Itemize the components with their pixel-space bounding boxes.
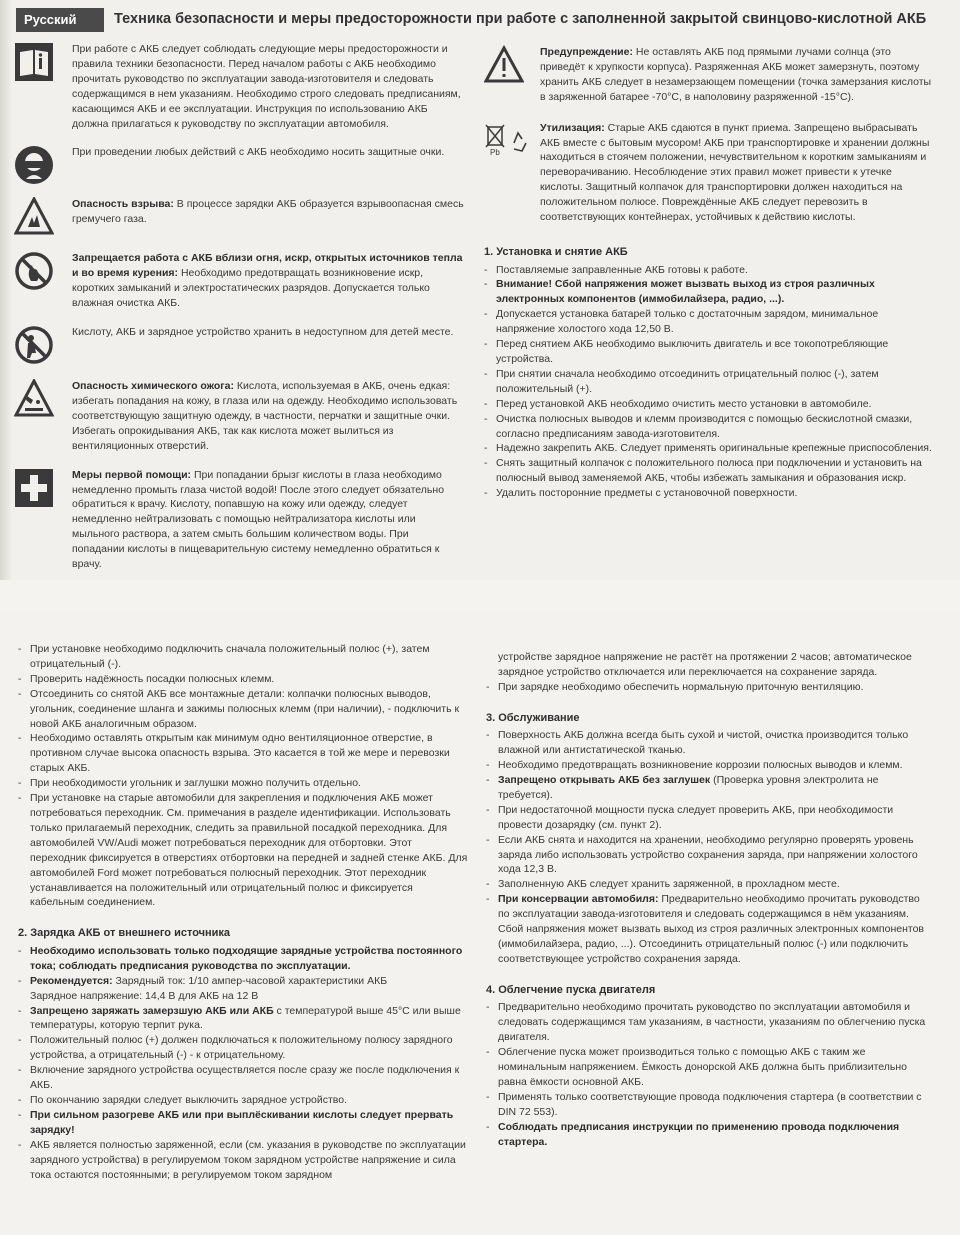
list-item: - Допускается установка батарей только с достаточным зарядом, минимальное напряжение холостого хода 12,50 В. <box>484 307 934 337</box>
section-4-list <box>486 1000 928 1149</box>
recycle-icon <box>484 121 534 161</box>
list-item: - При недостаточной мощности пуска следует проверить АКБ, при необходимости провести дозарядку (см. пункт 2). <box>486 803 928 833</box>
section-1-list <box>484 263 934 502</box>
list-item: - Запрещено открывать АКБ без заглушек (Проверка уровня электролита не требуется). <box>486 773 928 803</box>
explosion-text: В процессе зарядки АКБ образуется взрывоопасная смесь гремучего газа. <box>72 198 464 226</box>
recycle-block <box>484 121 934 225</box>
recycle-title: Утилизация: <box>540 121 605 134</box>
list-item: - Проверить надёжность посадки полюсных клемм. <box>18 672 468 687</box>
top-page <box>0 0 960 580</box>
page-title: Техника безопасности и меры предосторожности при работе с заполненной закрытой свинцово-кислотной АКБ <box>114 11 927 27</box>
manual-text: При работе с АКБ следует соблюдать следующие меры предосторожности и правила техники безопасности. Перед началом работы с АКБ необходимо прочитать руководство по эксплуатации завода-изготовителя и следовать содержащимся в нем указаниям. Необходимо строго следовать предписаниям, касающимся АКБ и ее эксплуатации. Инструкция по использованию АКБ должна прилагаться к руководству по эксплуатации автомобиля. <box>72 43 461 130</box>
section-2-list <box>18 944 468 1183</box>
pb-label: Pb <box>490 147 500 157</box>
bottom-page <box>0 612 960 1235</box>
list-item: - Применять только соответствующие провода подключения стартера (в соответствии с DIN 72 553). <box>486 1090 928 1120</box>
firstaid-title: Меры первой помощи: <box>72 468 192 481</box>
warning-text: Не оставлять АКБ под прямыми лучами солнца (это приведёт к хрупкости корпуса). Разряженная АКБ может замерзнуть, поэтому хранить АКБ следует в незамерзающем помещении (точка замерзания кислоты в заряженной батарее -70°C, в наполовину разряженной -15°C). <box>540 46 932 103</box>
section-3-title: 3. Обслуживание <box>486 711 580 724</box>
list-item: - Перед снятием АКБ необходимо выключить двигатель и все токопотребляющие устройства. <box>484 337 934 367</box>
list-item: - При зарядке необходимо обеспечить нормальную приточную вентиляцию. <box>486 680 928 695</box>
list-item: - Необходимо использовать только подходящие зарядные устройства постоянного тока; соблюдать предписания руководства по эксплуатации. <box>18 944 468 974</box>
firstaid-text: При попадании брызг кислоты в глаза необходимо немедленно промыть глаза чистой водой! После этого следует обязательно обратиться к врачу. Кислоту, попавшую на кожу или одежду, следует немедленно нейтрализовать с помощью нейтрализатора кислоты или мыльного раствора, а затем смыть большим количеством воды. При попадании кислоты в пищеварительную систему немедленно обратиться к врачу. <box>72 468 445 571</box>
acid-block <box>14 379 464 454</box>
explosion-warning-icon <box>14 197 54 237</box>
list-item: - Перед установкой АКБ необходимо очистить место установки в автомобиле. <box>484 397 934 412</box>
children-text: Кислоту, АКБ и зарядное устройство хранить в недоступном для детей месте. <box>72 326 454 339</box>
goggles-block <box>14 145 464 185</box>
list-item: - По окончанию зарядки следует выключить зарядное устройство. <box>18 1093 468 1108</box>
warning-icon <box>484 45 524 85</box>
list-item: - Внимание! Сбой напряжения может вызвать выход из строя различных электронных компонентов (иммобилайзера, радио, ...). <box>484 277 934 307</box>
acid-title: Опасность химического ожога: <box>72 380 234 393</box>
list-item: - При сильном разогреве АКБ или при выплёскивании кислоты следует прервать зарядку! <box>18 1108 468 1138</box>
list-item: - При необходимости угольник и заглушки можно получить отдельно. <box>18 776 468 791</box>
firstaid-block <box>14 468 464 572</box>
section-2-title: 2. Зарядка АКБ от внешнего источника <box>18 927 231 940</box>
list-item: - Удалить посторонние предметы с установочной поверхности. <box>484 486 934 501</box>
list-item: - Надежно закрепить АКБ. Следует применять оригинальные крепежные приспособления. <box>484 441 934 456</box>
list-item: - Поставляемые заправленные АКБ готовы к работе. <box>484 263 934 278</box>
section-4-title: 4. Облегчение пуска двигателя <box>486 983 656 996</box>
left-column <box>14 42 464 586</box>
section-1-title: 1. Установка и снятие АКБ <box>484 245 628 258</box>
fire-text: Необходимо предотвращать возникновение искр, коротких замыканий и электростатических разрядов. Допускается только влажная очистка АКБ. <box>72 267 430 310</box>
recycle-text: Старые АКБ сдаются в пункт приема. Запрещено выбрасывать АКБ вместе с бытовым мусором! АКБ при транспортировке и хранении должны находиться в стоячем положении, нечувствительном к коротким замыканиям и переворачиванию. Несоблюдение этих правил может привести к утечке кислоты. Защитный колпачок для транспортировки должен находиться на положительном полюсе. Повреждённые АКБ следует перевозить в соответствующих контейнерах, устойчивых к действию кислоты. <box>540 121 930 224</box>
list-item: - Включение зарядного устройства осуществляется после сразу же после подключения к АКБ. <box>18 1063 468 1093</box>
bottom-right-column <box>486 650 928 1150</box>
list-item: - Необходимо предотвращать возникновение коррозии полюсных выводов и клемм. <box>486 758 928 773</box>
manual-block <box>14 42 464 131</box>
section-3-list <box>486 728 928 967</box>
list-item: - При консервации автомобиля: Предварительно необходимо прочитать руководство по эксплуатации завода-изготовителя и следовать содержащимся в нём указаниям. Сбой напряжения может вызвать выход из строя различных электронных компонентов (иммобилайзера, радио, ...). Отсоединить отрицательный полюс (-) или подключить соответствующее устройство сохранения заряда. <box>486 892 928 967</box>
explosion-block <box>14 197 464 237</box>
language-label: Русский <box>16 8 104 32</box>
list-item: - Соблюдать предписания инструкции по применению провода подключения стартера. <box>486 1120 928 1150</box>
acid-warning-icon <box>14 379 54 419</box>
list-item: - Необходимо оставлять открытым как минимум одно вентиляционное отверстие, в противном случае высока опасность взрыва. Это касается в той же мере и перевозки старых АКБ. <box>18 731 468 776</box>
list-item: - Поверхность АКБ должна всегда быть сухой и чистой, очистка производится только влажной или антистатической тканью. <box>486 728 928 758</box>
warning-title: Предупреждение: <box>540 46 633 58</box>
right-column <box>484 45 934 501</box>
no-fire-icon <box>14 251 54 291</box>
list-item: - Положительный полюс (+) должен подключаться к положительному полюсу зарядного устройства, а отрицательный (-) - к отрицательному. <box>18 1033 468 1063</box>
list-item: - Облегчение пуска может производиться только с помощью АКБ с таким же номинальным напряжением. Ёмкость донорской АКБ должна быть приблизительно равна ёмкости основной АКБ. <box>486 1045 928 1090</box>
warning-block <box>484 45 934 105</box>
install-list <box>18 642 468 910</box>
list-item: - Очистка полюсных выводов и клемм производится с помощью бескислотной смазки, согласно предписаниям завода-изготовителя. <box>484 412 934 442</box>
list-item: - При установке необходимо подключить сначала положительный полюс (+), затем отрицательный (-). <box>18 642 468 672</box>
bottom-left-column <box>18 642 468 1182</box>
goggles-icon <box>14 145 54 185</box>
list-item: - Отсоединить со снятой АКБ все монтажные детали: колпачки полюсных выводов, угольник, соединение шланга и зажимы полюсных клемм (при наличии), - подключить к новой АКБ аналогичным образом. <box>18 687 468 732</box>
continued-text: устройстве зарядное напряжение не растёт на протяжении 2 часов; автоматическое зарядное устройство отключается или переключается на сохранение заряда. <box>498 651 912 678</box>
goggles-text: При проведении любых действий с АКБ необходимо носить защитные очки. <box>72 146 445 159</box>
list-item: - АКБ является полностью заряженной, если (см. указания в руководстве по эксплуатации зарядного устройства) в регулируемом током зарядном устройстве напряжение и сила тока остаются постоянными; в регулируемом током зарядном <box>18 1138 468 1183</box>
explosion-title: Опасность взрыва: <box>72 198 174 211</box>
first-aid-icon <box>14 468 54 508</box>
list-item: - При снятии сначала необходимо отсоединить отрицательный полюс (-), затем положительный (+). <box>484 367 934 397</box>
keep-from-children-icon <box>14 325 54 365</box>
children-block <box>14 325 464 365</box>
list-item: - Предварительно необходимо прочитать руководство по эксплуатации автомобиля и следовать содержащимся там указаниям, в частности, указаниям по облегчению пуска двигателя. <box>486 1000 928 1045</box>
list-item: - Если АКБ снята и находится на хранении, необходимо регулярно проверять уровень заряда либо использовать устройство сохранения заряда, при напряжении холостого хода 12,3 В. <box>486 833 928 878</box>
list-item: - При установке на старые автомобили для закрепления и подключения АКБ может потребоваться переходник. См. примечания в разделе идентификации. Использовать только прилагаемый переходник, следить за правильной посадкой переходника. Для автомобилей VW/Audi может потребоваться переходник для отбортовки. Этот переходник фиксируется в отверстиях отбортовки на передней и задней стенке АКБ. Для автомобилей Ford может потребоваться полюсный переходник. Этот переходник устанавливается на положительный или отрицательный полюс и фиксируется кабельным соединением. <box>18 791 468 910</box>
list-item: - Рекомендуется: Зарядный ток: 1/10 ампер-часовой характеристики АКБ Зарядное напряжение: 14,4 В для АКБ на 12 В <box>18 974 468 1004</box>
fire-title: Запрещается работа с АКБ вблизи огня, искр, открытых источников тепла и во время курения: <box>72 252 463 280</box>
acid-text: Кислота, используемая в АКБ, очень едкая: избегать попадания на кожу, в глаза или на одежду. Необходимо использовать соответствующую защитную одежду, в частности, перчатки и защитные очки. Избегать опрокидывания АКБ, так как кислота может вылиться из вентиляционных отверстий. <box>72 380 458 452</box>
list-item: - Снять защитный колпачок с положительного полюса при подключении и установить на полюсный вывод заменяемой АКБ, чтобы избежать замыкания и образования искр. <box>484 456 934 486</box>
header <box>16 8 944 32</box>
list-item: - Запрещено заряжать замерзшую АКБ или АКБ с температурой выше 45°C или выше температуры, которую терпит рука. <box>18 1004 468 1034</box>
fire-block <box>14 251 464 311</box>
list-item: - Заполненную АКБ следует хранить заряженной, в прохладном месте. <box>486 877 928 892</box>
book-icon <box>14 42 54 82</box>
